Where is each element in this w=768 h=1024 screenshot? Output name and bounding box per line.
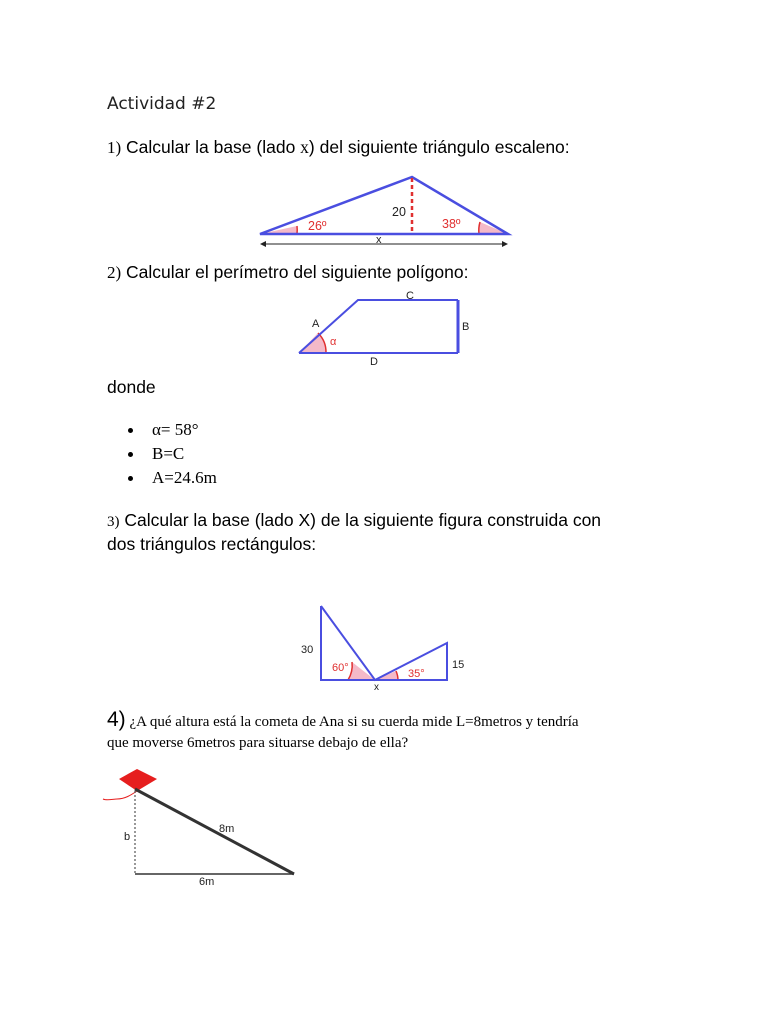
list-item (128, 466, 217, 490)
question-1-text-b: ) del siguiente triángulo escaleno: (308, 137, 570, 157)
question-3 (107, 509, 601, 555)
arrow-left-icon (260, 241, 266, 247)
angle-60-label: 60° (332, 662, 349, 674)
list-item (128, 442, 217, 466)
figure-4-kite (95, 765, 310, 890)
question-3-line-2: dos triángulos rectángulos: (107, 534, 317, 554)
page-title: Actividad #2 (107, 94, 217, 114)
question-1-number: 1) (107, 138, 122, 157)
hypotenuse-label: 8m (219, 823, 235, 835)
kite-tail-icon (103, 791, 137, 800)
question-2-number: 2) (107, 263, 122, 282)
list-item-text: B=C (152, 444, 185, 463)
base-x-label: x (374, 682, 379, 693)
question-3-text-1: Calcular la base (lado X) de la siguiente figura construida con (124, 510, 602, 530)
question-2-text: Calcular el perímetro del siguiente polígono: (126, 262, 469, 282)
base-label: x (376, 234, 382, 246)
question-4-number: 4) (107, 708, 126, 731)
kite-icon (119, 769, 157, 791)
question-4-line-2: que moverse 6metros para situarse debajo de ella? (107, 735, 409, 751)
figure-3-right-triangles (295, 598, 485, 693)
angle-left-label: 26º (308, 219, 327, 233)
base-label: 6m (199, 876, 215, 888)
bullet-icon (128, 476, 133, 481)
angle-alpha-label: α (330, 336, 337, 348)
list-item (128, 418, 217, 442)
arrow-right-icon (502, 241, 508, 247)
side-d-label: D (370, 356, 378, 368)
question-3-line-1 (107, 509, 601, 533)
question-1 (107, 137, 570, 158)
donde-label: donde (107, 377, 156, 397)
list-item-text: α= 58° (152, 420, 199, 439)
side-c-label: C (406, 290, 414, 302)
question-2 (107, 262, 468, 283)
kite-string-line (135, 789, 294, 874)
given-values-list (128, 418, 217, 490)
list-item-text: A=24.6m (152, 468, 217, 487)
height-b-label: b (124, 831, 131, 843)
angle-right-label: 38º (442, 217, 461, 231)
left-height-label: 30 (301, 644, 314, 656)
figure-1-triangle (250, 170, 520, 250)
bullet-icon (128, 452, 133, 457)
bullet-icon (128, 428, 133, 433)
question-1-text-a: Calcular la base (lado (126, 137, 301, 157)
question-4-text-1: ¿A qué altura está la cometa de Ana si su cuerda mide L=8metros y tendría (129, 714, 579, 730)
angle-35-label: 35° (408, 668, 425, 680)
right-height-label: 15 (452, 659, 465, 671)
height-label: 20 (392, 205, 406, 219)
question-4 (107, 709, 663, 753)
question-3-number: 3) (107, 514, 120, 530)
side-b-label: B (462, 321, 470, 333)
question-4-line-1 (107, 709, 663, 733)
figure-2-polygon (290, 285, 490, 370)
question-1-variable: x (300, 137, 309, 157)
triangle-outline (260, 177, 508, 234)
side-a-label: A (312, 318, 320, 330)
